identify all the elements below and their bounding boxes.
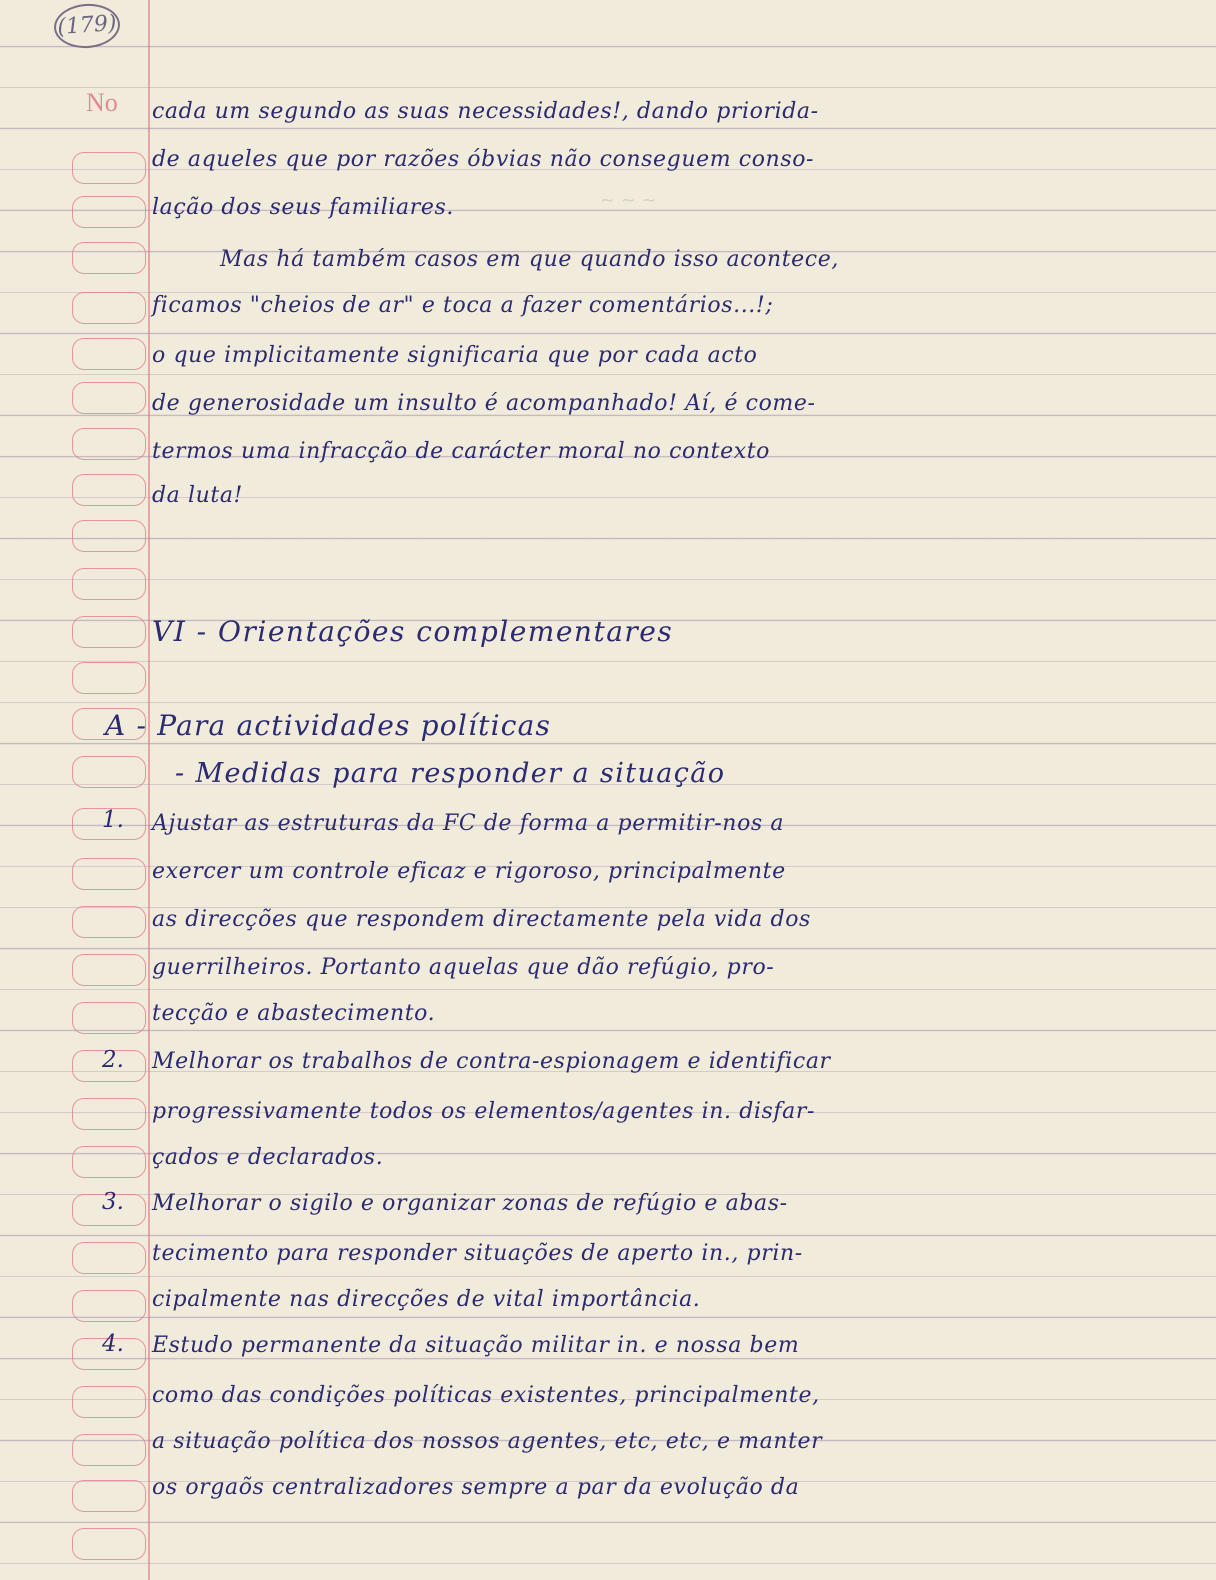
handwritten-line: guerrilheiros. Portanto aquelas que dão refúgio, pro- bbox=[152, 955, 775, 980]
line-box bbox=[72, 906, 146, 938]
line-box bbox=[72, 568, 146, 600]
handwritten-line: lação dos seus familiares. bbox=[152, 195, 454, 220]
subsection-title: - Medidas para responder a situação bbox=[175, 758, 726, 789]
section-heading: VI - Orientações complementares bbox=[152, 615, 674, 648]
item-number: 3. bbox=[102, 1189, 124, 1215]
margin-line bbox=[148, 0, 150, 1580]
handwritten-line: como das condições políticas existentes, principalmente, bbox=[152, 1383, 820, 1408]
line-box bbox=[72, 428, 146, 460]
handwritten-line: Estudo permanente da situação militar in. e nossa bem bbox=[152, 1333, 800, 1358]
line-box bbox=[72, 382, 146, 414]
handwritten-line: o que implicitamente significaria que por cada acto bbox=[152, 343, 758, 368]
item-number: 1. bbox=[102, 807, 124, 833]
line-box bbox=[72, 954, 146, 986]
line-box bbox=[72, 1242, 146, 1274]
page-number: (179) bbox=[53, 2, 122, 50]
line-box bbox=[72, 338, 146, 370]
handwritten-line: progressivamente todos os elementos/agentes in. disfar- bbox=[152, 1099, 816, 1124]
line-box bbox=[72, 196, 146, 228]
line-box bbox=[72, 1290, 146, 1322]
line-box bbox=[72, 474, 146, 506]
handwritten-line: Melhorar os trabalhos de contra-espionagem e identificar bbox=[152, 1049, 831, 1074]
handwritten-line: tecção e abastecimento. bbox=[152, 1001, 436, 1026]
line-box bbox=[72, 152, 146, 184]
line-box bbox=[72, 1434, 146, 1466]
line-box bbox=[72, 858, 146, 890]
handwritten-line: de generosidade um insulto é acompanhado! Aí, é come- bbox=[152, 391, 816, 416]
line-box bbox=[72, 662, 146, 694]
handwritten-line: termos uma infracção de carácter moral no contexto bbox=[152, 439, 771, 464]
handwritten-line: exercer um controle eficaz e rigoroso, principalmente bbox=[152, 859, 786, 884]
item-number: 2. bbox=[102, 1047, 124, 1073]
handwritten-line: çados e declarados. bbox=[152, 1145, 384, 1170]
handwritten-line: Mas há também casos em que quando isso acontece, bbox=[220, 247, 839, 272]
handwritten-line: Melhorar o sigilo e organizar zonas de refúgio e abas- bbox=[152, 1191, 788, 1216]
line-box bbox=[72, 1480, 146, 1512]
line-box bbox=[72, 242, 146, 274]
line-box bbox=[72, 616, 146, 648]
line-box bbox=[72, 1146, 146, 1178]
bleed-through-text: ~ ~ ~ bbox=[600, 190, 657, 211]
line-box bbox=[72, 1098, 146, 1130]
handwritten-line: as direcções que respondem directamente pela vida dos bbox=[152, 907, 811, 932]
handwritten-line: de aqueles que por razões óbvias não conseguem conso- bbox=[152, 147, 815, 172]
handwritten-line: a situação política dos nossos agentes, etc, etc, e manter bbox=[152, 1429, 823, 1454]
handwritten-line: ficamos "cheios de ar" e toca a fazer comentários...!; bbox=[152, 293, 774, 318]
line-box bbox=[72, 1386, 146, 1418]
handwritten-line: cipalmente nas direcções de vital importância. bbox=[152, 1287, 701, 1312]
handwritten-line: Ajustar as estruturas da FC de forma a permitir-nos a bbox=[152, 811, 785, 836]
line-box bbox=[72, 1002, 146, 1034]
handwritten-line: cada um segundo as suas necessidades!, dando priorida- bbox=[152, 99, 819, 124]
handwritten-line: tecimento para responder situações de aperto in., prin- bbox=[152, 1241, 803, 1266]
subsection-heading: A - Para actividades políticas bbox=[105, 709, 552, 742]
line-box bbox=[72, 1528, 146, 1560]
line-box bbox=[72, 292, 146, 324]
item-number: 4. bbox=[102, 1331, 124, 1357]
line-box bbox=[72, 520, 146, 552]
handwritten-line: da luta! bbox=[152, 483, 243, 508]
line-box bbox=[72, 756, 146, 788]
handwritten-line: os orgaõs centralizadores sempre a par da evolução da bbox=[152, 1475, 800, 1500]
no-label: No bbox=[86, 88, 118, 117]
